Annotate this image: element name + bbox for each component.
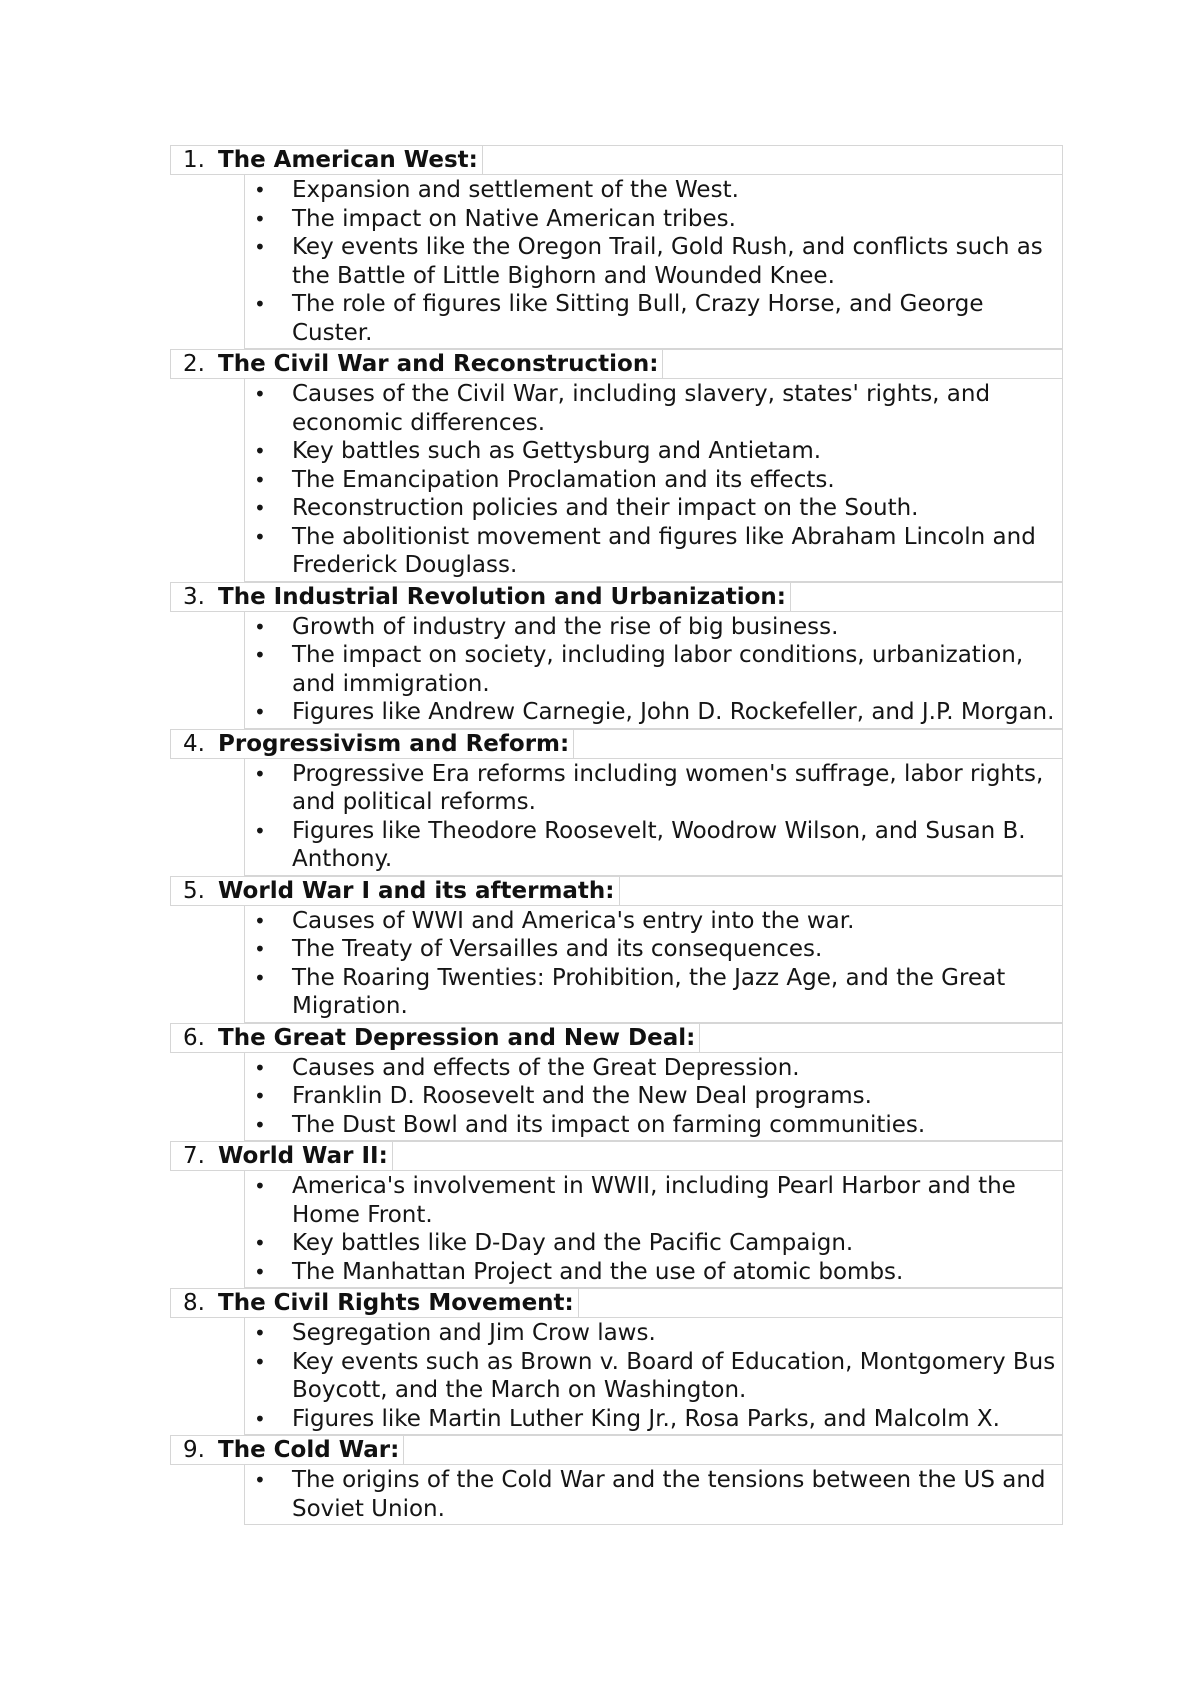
bullet-item	[245, 176, 1062, 205]
bullet-dot-icon: •	[254, 1174, 266, 1198]
bullet-item	[245, 1229, 1062, 1258]
bullet-text: The role of figures like Sitting Bull, Crazy Horse, and George Custer.	[292, 291, 984, 346]
section-number: 2.	[183, 351, 205, 377]
section-title: World War II:	[218, 1142, 393, 1170]
bullet-item	[245, 205, 1062, 234]
section-number: 6.	[183, 1024, 205, 1051]
bullet-text: Causes of the Civil War, including slavery, states' rights, and economic differences.	[292, 381, 991, 436]
bullet-text: The impact on Native American tribes.	[292, 205, 736, 232]
bullet-text: The Roaring Twenties: Prohibition, the Jazz Age, and the Great Migration.	[292, 964, 1006, 1019]
bullet-item	[245, 760, 1062, 817]
section-number: 7.	[183, 1143, 205, 1169]
bullet-text: America's involvement in WWII, including Pearl Harbor and the Home Front.	[292, 1173, 1016, 1228]
bullet-item	[245, 641, 1062, 698]
bullet-item	[245, 935, 1062, 964]
bullet-list	[244, 906, 1063, 1023]
bullet-text: Reconstruction policies and their impact on the South.	[292, 495, 919, 521]
bullet-text: Figures like Martin Luther King Jr., Rosa Parks, and Malcolm X.	[292, 1405, 1000, 1432]
bullet-dot-icon: •	[254, 1406, 266, 1431]
bullet-item	[245, 1258, 1062, 1287]
bullet-dot-icon: •	[254, 643, 266, 667]
bullet-item	[245, 380, 1062, 437]
bullet-item	[245, 1054, 1062, 1083]
section-title: The Civil War and Reconstruction:	[218, 350, 663, 378]
bullet-text: The impact on society, including labor conditions, urbanization, and immigration.	[292, 642, 1024, 697]
section-heading	[170, 1141, 1063, 1171]
bullet-list	[244, 759, 1063, 876]
bullet-item	[245, 1319, 1062, 1348]
bullet-dot-icon: •	[254, 614, 266, 639]
bullet-dot-icon: •	[254, 1112, 266, 1137]
bullet-dot-icon: •	[254, 178, 266, 202]
bullet-dot-icon: •	[254, 1468, 266, 1492]
bullet-text: The abolitionist movement and figures like Abraham Lincoln and Frederick Douglass.	[292, 523, 1036, 578]
bullet-list	[244, 1318, 1063, 1435]
bullet-item	[245, 1172, 1062, 1229]
bullet-item	[245, 1405, 1062, 1434]
bullet-dot-icon: •	[254, 908, 266, 933]
bullet-text: The Manhattan Project and the use of atomic bombs.	[292, 1258, 904, 1285]
bullet-text: Expansion and settlement of the West.	[292, 177, 739, 203]
bullet-text: Growth of industry and the rise of big business.	[292, 613, 839, 640]
bullet-dot-icon: •	[254, 1259, 266, 1284]
section-number: 9.	[183, 1437, 205, 1463]
section-heading	[170, 145, 1063, 175]
section-heading	[170, 729, 1063, 759]
section-number: 3.	[183, 583, 205, 610]
bullet-item	[245, 1082, 1062, 1111]
section-number: 5.	[183, 877, 205, 904]
bullet-item	[245, 1111, 1062, 1140]
section-heading	[170, 1435, 1063, 1465]
section-heading	[170, 876, 1063, 906]
bullet-item	[245, 817, 1062, 874]
bullet-dot-icon: •	[254, 524, 266, 549]
bullet-list	[244, 1053, 1063, 1142]
section-number: 4.	[183, 730, 205, 757]
bullet-item	[245, 494, 1062, 523]
section-title: The Civil Rights Movement:	[218, 1289, 579, 1317]
bullet-text: The Dust Bowl and its impact on farming communities.	[292, 1111, 926, 1138]
bullet-dot-icon: •	[254, 965, 266, 990]
section-number: 8.	[183, 1290, 205, 1316]
bullet-dot-icon: •	[254, 467, 266, 492]
bullet-text: Causes and effects of the Great Depression.	[292, 1054, 800, 1081]
bullet-dot-icon: •	[254, 937, 266, 961]
bullet-text: Causes of WWI and America's entry into the war.	[292, 907, 855, 934]
section-title: The American West:	[218, 146, 483, 174]
section-title: The Great Depression and New Deal:	[218, 1024, 700, 1052]
bullet-dot-icon: •	[254, 1055, 266, 1080]
bullet-dot-icon: •	[254, 206, 266, 231]
bullet-item	[245, 466, 1062, 495]
bullet-text: Figures like Andrew Carnegie, John D. Rockefeller, and J.P. Morgan.	[292, 699, 1055, 725]
bullet-item	[245, 290, 1062, 347]
bullet-text: Key events such as Brown v. Board of Education, Montgomery Bus Boycott, and the March on Washington.	[292, 1348, 1056, 1403]
bullet-dot-icon: •	[254, 439, 266, 463]
bullet-item	[245, 907, 1062, 936]
bullet-item	[245, 523, 1062, 580]
bullet-dot-icon: •	[254, 1349, 266, 1374]
bullet-dot-icon: •	[254, 292, 266, 316]
bullet-dot-icon: •	[254, 1231, 266, 1255]
bullet-dot-icon: •	[254, 235, 266, 259]
bullet-item	[245, 437, 1062, 466]
bullet-text: Franklin D. Roosevelt and the New Deal programs.	[292, 1083, 872, 1109]
section-number: 1.	[183, 147, 205, 173]
bullet-text: Progressive Era reforms including women's suffrage, labor rights, and political reforms.	[292, 760, 1044, 815]
bullet-dot-icon: •	[254, 1084, 266, 1108]
section-title: The Industrial Revolution and Urbanization:	[218, 583, 791, 611]
bullet-item	[245, 964, 1062, 1021]
section-heading	[170, 582, 1063, 612]
bullet-dot-icon: •	[254, 761, 266, 786]
bullet-text: The Emancipation Proclamation and its effects.	[292, 466, 835, 493]
bullet-dot-icon: •	[254, 382, 266, 406]
section-title: The Cold War:	[218, 1436, 404, 1464]
bullet-text: The Treaty of Versailles and its consequences.	[292, 936, 823, 962]
bullet-text: The origins of the Cold War and the tensions between the US and Soviet Union.	[292, 1467, 1046, 1522]
document-outline	[170, 145, 1063, 1525]
bullet-list	[244, 1465, 1063, 1525]
bullet-item	[245, 233, 1062, 290]
bullet-dot-icon: •	[254, 700, 266, 724]
bullet-item	[245, 613, 1062, 642]
bullet-text: Key battles like D-Day and the Pacific Campaign.	[292, 1230, 854, 1256]
bullet-text: Figures like Theodore Roosevelt, Woodrow Wilson, and Susan B. Anthony.	[292, 817, 1026, 872]
bullet-item	[245, 698, 1062, 727]
bullet-text: Key battles such as Gettysburg and Antietam.	[292, 438, 822, 464]
section-heading	[170, 349, 1063, 379]
bullet-list	[244, 379, 1063, 582]
bullet-text: Key events like the Oregon Trail, Gold Rush, and conflicts such as the Battle of Little Bighorn and Wounded Knee.	[292, 234, 1043, 289]
section-title: World War I and its aftermath:	[218, 877, 620, 905]
bullet-item	[245, 1466, 1062, 1523]
bullet-list	[244, 175, 1063, 349]
section-heading	[170, 1288, 1063, 1318]
bullet-list	[244, 612, 1063, 729]
bullet-dot-icon: •	[254, 1321, 266, 1345]
bullet-dot-icon: •	[254, 818, 266, 843]
bullet-text: Segregation and Jim Crow laws.	[292, 1320, 656, 1346]
bullet-dot-icon: •	[254, 496, 266, 520]
bullet-list	[244, 1171, 1063, 1288]
section-heading	[170, 1023, 1063, 1053]
section-title: Progressivism and Reform:	[218, 730, 574, 758]
bullet-item	[245, 1348, 1062, 1405]
